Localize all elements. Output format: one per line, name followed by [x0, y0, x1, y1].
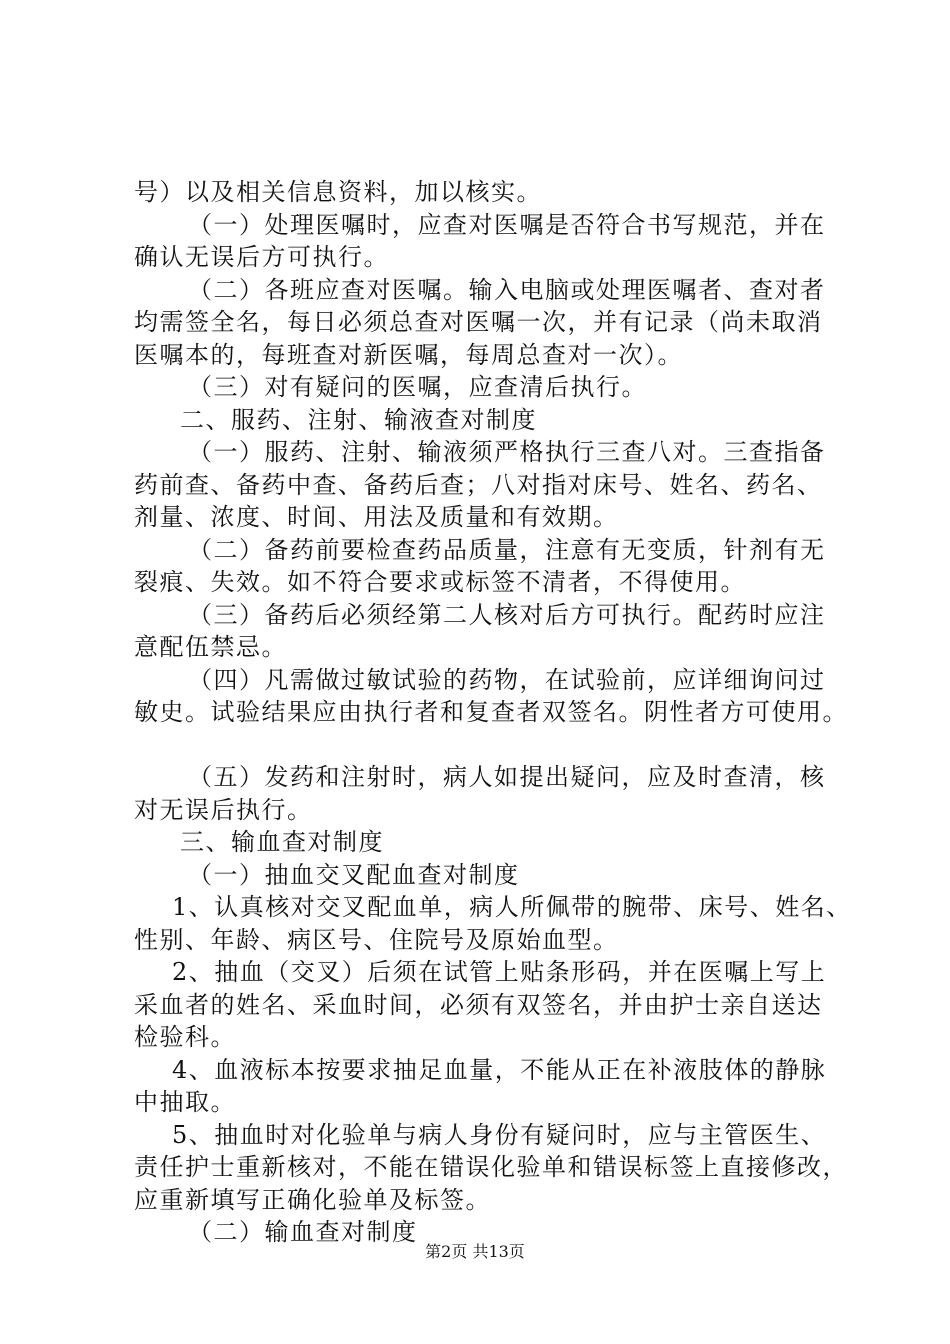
document-body — [134, 176, 852, 1249]
section-heading: 二、服药、注射、输液查对制度 — [180, 405, 537, 434]
page-footer: 第2页 共13页 — [425, 1242, 525, 1261]
text-line: 性别、年龄、病区号、住院号及原始血型。 — [134, 925, 619, 954]
text-line: （三）对有疑问的医嘱，应查清后执行。 — [188, 373, 647, 401]
text-line: 号）以及相关信息资料，加以核实。 — [134, 178, 542, 206]
text-line: 4、血液标本按要求抽足血量，不能从正在补液肢体的静脉 — [172, 1055, 827, 1084]
text-line: 敏史。试验结果应由执行者和复查者双签名。阴性者方可使用。 — [134, 698, 848, 726]
section-heading: 三、输血查对制度 — [180, 828, 384, 856]
text-line: 2、抽血（交叉）后须在试管上贴条形码，并在医嘱上写上 — [172, 958, 827, 986]
text-line: 中抽取。 — [134, 1088, 236, 1116]
text-line: （一）服药、注射、输液须严格执行三查八对。三查指备 — [188, 438, 826, 466]
text-line: 检验科。 — [134, 1023, 236, 1051]
text-line: 责任护士重新核对，不能在错误化验单和错误标签上直接修改， — [134, 1153, 848, 1181]
text-line: （四）凡需做过敏试验的药物，在试验前，应详细询问过 — [188, 665, 826, 694]
text-line: （一）处理医嘱时，应查对医嘱是否符合书写规范，并在 — [188, 210, 826, 239]
text-line: 意配伍禁忌。 — [134, 633, 287, 661]
text-line: 5、抽血时对化验单与病人身份有疑问时，应与主管医生、 — [172, 1120, 827, 1149]
text-line: 采血者的姓名、采血时间，必须有双签名，并由护士亲自送达 — [134, 990, 823, 1019]
text-line: 剂量、浓度、时间、用法及质量和有效期。 — [134, 503, 619, 531]
text-line: 对无误后执行。 — [134, 795, 313, 824]
text-line: 应重新填写正确化验单及标签。 — [134, 1185, 491, 1214]
text-line: 药前查、备药中查、备药后查；八对指对床号、姓名、药名、 — [134, 470, 823, 499]
subsection-heading: （一）抽血交叉配血查对制度 — [188, 860, 520, 889]
text-line: 1、认真核对交叉配血单，病人所佩带的腕带、床号、姓名、 — [172, 893, 852, 921]
text-line: （三）备药后必须经第二人核对后方可执行。配药时应注 — [188, 600, 826, 629]
text-line: （二）备药前要检查药品质量，注意有无变质，针剂有无 — [188, 535, 826, 564]
text-line: 均需签全名，每日必须总查对医嘱一次，并有记录（尚未取消 — [134, 308, 823, 336]
text-line: 确认无误后方可执行。 — [134, 243, 389, 271]
blank-line — [134, 729, 834, 762]
subsection-heading: （二）输血查对制度 — [188, 1218, 418, 1246]
text-line: （二）各班应查对医嘱。输入电脑或处理医嘱者、查对者 — [188, 275, 826, 304]
text-line: 裂痕、失效。如不符合要求或标签不清者，不得使用。 — [134, 568, 746, 596]
text-line: 医嘱本的，每班查对新医嘱，每周总查对一次）。 — [134, 340, 683, 369]
text-line: （五）发药和注射时，病人如提出疑问，应及时查清，核 — [188, 763, 826, 791]
